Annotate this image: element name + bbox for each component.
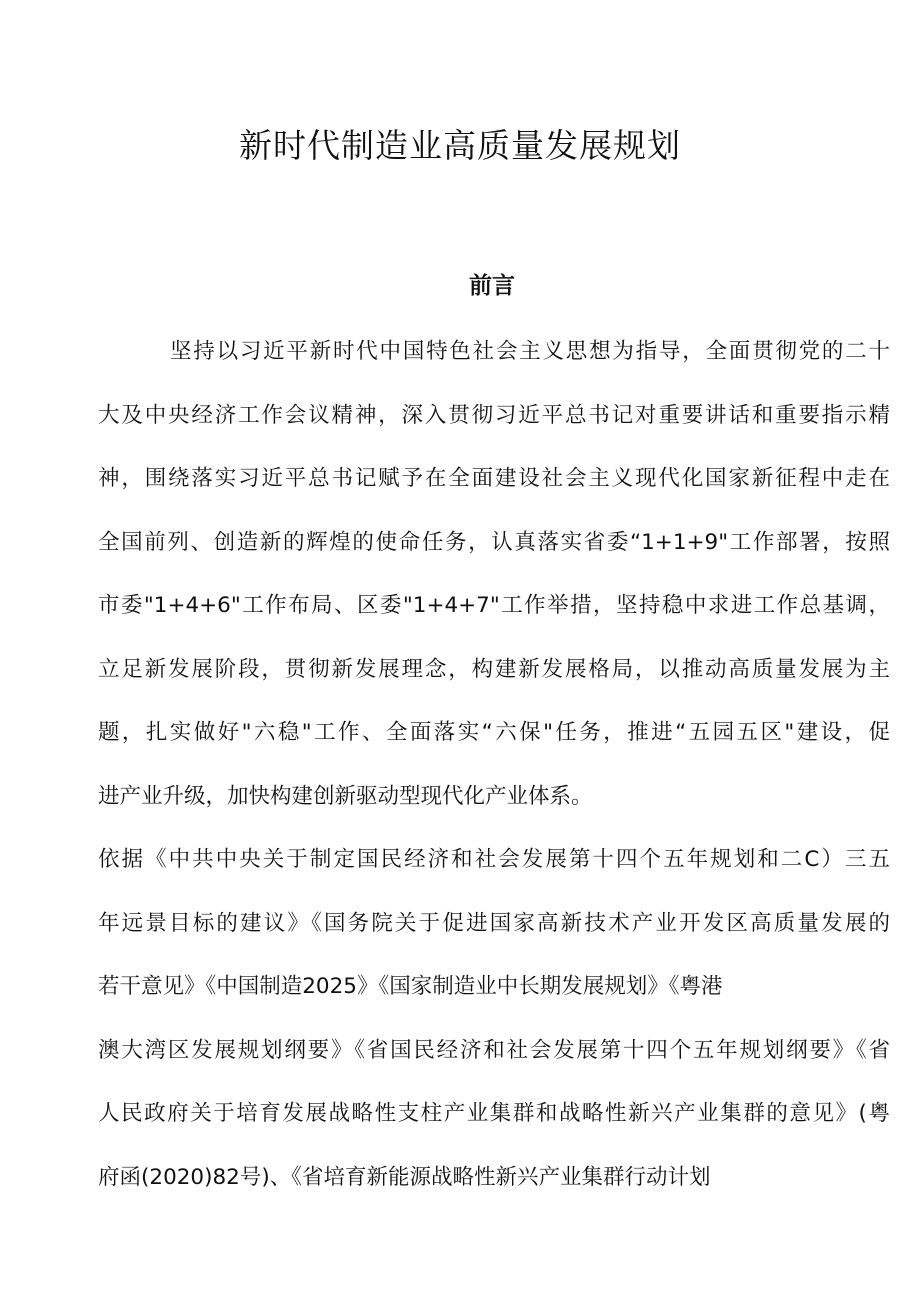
paragraph-line: 市委"1+4+6"工作布局、区委"1+4+7"工作举措，坚持稳中求进工作总基调， (98, 593, 890, 618)
paragraph-line: 若干意见》《中国制造2025》《国家制造业中长期发展规划》《粤港 (98, 974, 723, 999)
paragraph-line: 进产业升级，加快构建创新驱动型现代化产业体系。 (98, 783, 593, 809)
section-heading-preface: 前言 (469, 273, 515, 299)
paragraph-line: 题，扎实做好"六稳"工作、全面落实“六保"任务，推进“五园五区"建设，促 (98, 720, 890, 745)
paragraph-line: 大及中央经济工作会议精神，深入贯彻习近平总书记对重要讲话和重要指示精 (98, 402, 890, 428)
paragraph-line: 年远景目标的建议》《国务院关于促进国家高新技术产业开发区高质量发展的 (98, 910, 890, 936)
paragraph-line: 澳大湾区发展规划纲要》《省国民经济和社会发展第十四个五年规划纲要》《省 (98, 1037, 890, 1063)
paragraph-line: 坚持以习近平新时代中国特色社会主义思想为指导，全面贯彻党的二十 (170, 339, 890, 364)
paragraph-guiding-principles (98, 320, 890, 828)
paragraph-line: 立足新发展阶段，贯彻新发展理念，构建新发展格局，以推动高质量发展为主 (98, 656, 890, 682)
paragraph-line: 依据《中共中央关于制定国民经济和社会发展第十四个五年规划和二C）三五 (98, 847, 890, 872)
paragraph-line: 全国前列、创造新的辉煌的使命任务，认真落实省委“1+1+9"工作部署，按照 (98, 529, 890, 555)
document-title: 新时代制造业高质量发展规划 (239, 126, 681, 165)
paragraph-basis-documents (98, 828, 890, 1209)
paragraph-line: 人民政府关于培育发展战略性支柱产业集群和战略性新兴产业集群的意见》(粤 (98, 1101, 890, 1126)
paragraph-line: 神，围绕落实习近平总书记赋予在全面建设社会主义现代化国家新征程中走在 (98, 466, 890, 491)
paragraph-line: 府函(2020)82号)、《省培育新能源战略性新兴产业集群行动计划 (98, 1164, 711, 1190)
